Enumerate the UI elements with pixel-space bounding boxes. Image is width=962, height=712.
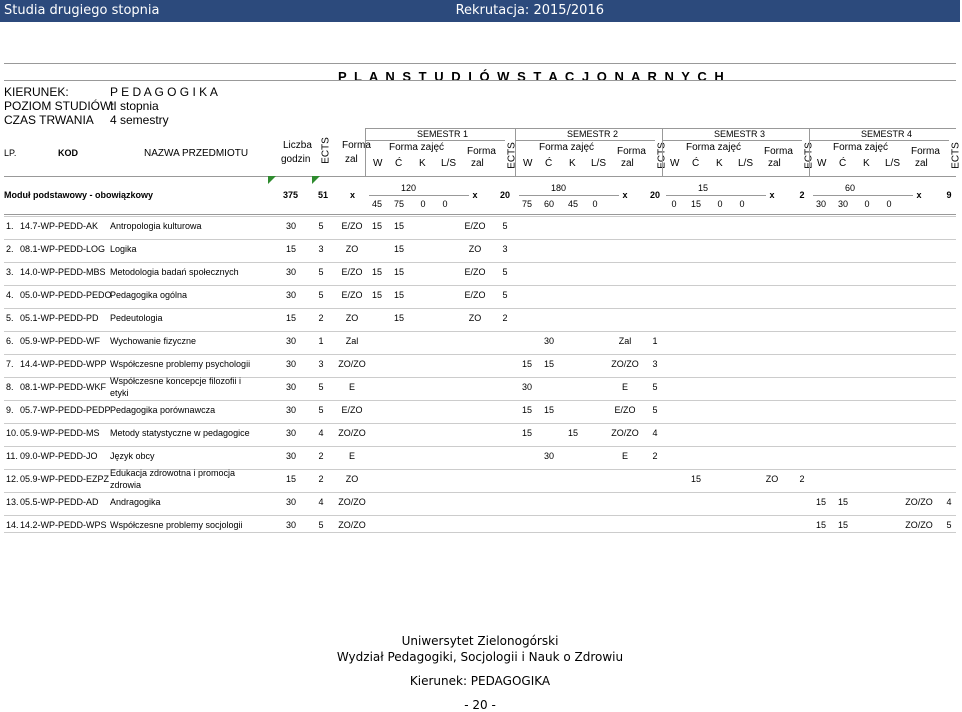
- green-marker-icon: [312, 176, 320, 184]
- row-lp: 13.: [6, 497, 19, 507]
- header-right-text: Rekrutacja: 2015/2016: [455, 3, 604, 18]
- grid-line: [662, 128, 663, 176]
- row-hours: 15: [285, 474, 297, 484]
- sub-col-c: Ć: [545, 158, 553, 169]
- sub-col-ls: L/S: [885, 158, 901, 169]
- semester-title: SEMESTR 2: [567, 129, 619, 139]
- forma-zajec-label: Forma zajęć: [686, 142, 742, 153]
- row-nazwa: Metodologia badań społecznych: [110, 267, 239, 277]
- row-sem-forma: E/ZO: [614, 405, 636, 415]
- grid-line: [4, 214, 956, 215]
- row-sem-c: 15: [543, 405, 555, 415]
- row-hours: 15: [285, 313, 297, 323]
- row-divider: [4, 492, 956, 493]
- row-sem-ects: 2: [652, 451, 658, 461]
- row-sem-c: 30: [543, 451, 555, 461]
- module-sem-forma: x: [769, 190, 775, 200]
- row-kod: 14.0-WP-PEDD-MBS: [20, 267, 106, 277]
- row-lp: 1.: [6, 221, 14, 231]
- row-ects: 5: [318, 267, 324, 277]
- row-sem-ects: 1: [652, 336, 658, 346]
- row-nazwa: Andragogika: [110, 497, 161, 507]
- row-nazwa: Współczesne problemy socjologii: [110, 520, 243, 530]
- page-header-bar: [0, 0, 960, 22]
- row-kod: 08.1-WP-PEDD-WKF: [20, 382, 107, 392]
- sub-col-w: W: [373, 158, 383, 169]
- forma-label: Forma: [764, 146, 793, 157]
- row-lp: 7.: [6, 359, 14, 369]
- footer-faculty: Wydział Pedagogiki, Socjologii i Nauk o Zdrowiu: [336, 650, 624, 664]
- row-hours: 30: [285, 405, 297, 415]
- module-sem-w: 30: [815, 199, 827, 209]
- row-nazwa: Wychowanie fizyczne: [110, 336, 196, 346]
- footer-university: Uniwersytet Zielonogórski: [401, 634, 559, 648]
- row-divider: [4, 262, 956, 263]
- sub-col-c: Ć: [692, 158, 700, 169]
- col-godzin: godzin: [281, 154, 311, 165]
- row-sem-c: 15: [543, 359, 555, 369]
- col-zal: zal: [345, 154, 358, 165]
- module-sem-total: 60: [845, 183, 856, 193]
- row-ects: 3: [318, 359, 324, 369]
- row-sem-w: 15: [371, 290, 383, 300]
- grid-line: [365, 140, 505, 141]
- module-sem-ls: 0: [592, 199, 598, 209]
- row-lp: 5.: [6, 313, 14, 323]
- row-sem-ects: 2: [799, 474, 805, 484]
- row-divider: [4, 216, 956, 217]
- row-forma: E/ZO: [341, 267, 363, 277]
- col-nazwa: NAZWA PRZEDMIOTU: [144, 148, 249, 159]
- row-kod: 05.9-WP-PEDD-MS: [20, 428, 100, 438]
- row-sem-forma: ZO/ZO: [611, 359, 639, 369]
- row-lp: 4.: [6, 290, 14, 300]
- row-nazwa: Pedeutologia: [110, 313, 163, 323]
- row-sem-ects: 5: [652, 405, 658, 415]
- sub-col-ls: L/S: [738, 158, 754, 169]
- row-sem-forma: Zal: [618, 336, 632, 346]
- footer-kierunek: Kierunek: PEDAGOGIKA: [409, 674, 551, 688]
- row-hours: 30: [285, 520, 297, 530]
- header-left-text: Studia drugiego stopnia: [4, 3, 160, 18]
- row-lp: 11.: [6, 451, 18, 461]
- semester-title: SEMESTR 1: [417, 129, 469, 139]
- row-sem-ects: 5: [652, 382, 658, 392]
- row-ects: 2: [318, 451, 324, 461]
- forma-zajec-label: Forma zajęć: [389, 142, 445, 153]
- row-divider: [4, 423, 956, 424]
- zal-label: zal: [621, 158, 634, 169]
- row-forma: ZO: [345, 313, 359, 323]
- row-lp: 8.: [6, 382, 14, 392]
- col-liczba: Liczba: [283, 140, 312, 151]
- module-sem-ects: 2: [799, 190, 805, 200]
- kierunek-label: KIERUNEK:: [4, 85, 69, 99]
- row-lp: 9.: [6, 405, 14, 415]
- row-sem-forma: ZO: [468, 244, 482, 254]
- grid-line: [662, 140, 802, 141]
- module-ects: 51: [318, 190, 329, 200]
- row-sem-forma: ZO: [765, 474, 779, 484]
- row-sem-ects: 5: [502, 290, 508, 300]
- row-kod: 08.1-WP-PEDD-LOG: [20, 244, 106, 254]
- row-lp: 3.: [6, 267, 14, 277]
- row-hours: 30: [285, 359, 297, 369]
- row-sem-c: 15: [393, 244, 405, 254]
- row-hours: 30: [285, 382, 297, 392]
- row-sem-ects: 4: [652, 428, 658, 438]
- grid-line: [365, 128, 366, 176]
- sub-col-w: W: [523, 158, 533, 169]
- row-kod: 05.9-WP-PEDD-EZPZ: [20, 474, 110, 484]
- row-ects: 4: [318, 428, 324, 438]
- row-hours: 15: [285, 244, 297, 254]
- module-sem-total: 15: [698, 183, 709, 193]
- module-sem-k: 0: [864, 199, 870, 209]
- module-sem-total: 180: [551, 183, 567, 193]
- row-sem-c: 15: [393, 267, 405, 277]
- row-nazwa: Pedagogika ogólna: [110, 290, 188, 300]
- forma-label: Forma: [617, 146, 646, 157]
- footer-page-number: - 20 -: [464, 698, 496, 712]
- module-sem-k: 0: [420, 199, 426, 209]
- row-forma: ZO/ZO: [338, 359, 366, 369]
- row-sem-forma: E/ZO: [464, 290, 486, 300]
- row-kod: 05.7-WP-PEDD-PEDP: [20, 405, 111, 415]
- row-divider: [4, 532, 956, 533]
- row-divider: [4, 331, 956, 332]
- grid-line: [519, 195, 619, 196]
- row-ects: 5: [318, 290, 324, 300]
- module-sem-ls: 0: [886, 199, 892, 209]
- row-sem-w: 15: [371, 267, 383, 277]
- row-hours: 30: [285, 290, 297, 300]
- row-sem-ects: 3: [652, 359, 658, 369]
- row-forma: ZO: [345, 244, 359, 254]
- row-sem-c: 15: [393, 290, 405, 300]
- row-divider: [4, 515, 956, 516]
- semester-ects-label: ECTS: [506, 142, 518, 169]
- grid-line: [666, 195, 766, 196]
- row-kod: 14.7-WP-PEDD-AK: [20, 221, 99, 231]
- sub-col-k: K: [716, 158, 723, 169]
- row-sem-forma: ZO/ZO: [905, 520, 933, 530]
- row-sem-ects: 5: [946, 520, 952, 530]
- module-sem-ls: 0: [442, 199, 448, 209]
- row-forma: E/ZO: [341, 290, 363, 300]
- grid-line: [809, 140, 949, 141]
- row-sem-c: 15: [837, 520, 849, 530]
- row-kod: 05.0-WP-PEDD-PEDO: [20, 290, 112, 300]
- sub-col-c: Ć: [839, 158, 847, 169]
- row-nazwa: Pedagogika porównawcza: [110, 405, 216, 415]
- col-lp: LP.: [4, 148, 17, 158]
- row-sem-forma: E: [621, 382, 629, 392]
- green-marker-icon: [268, 176, 276, 184]
- row-hours: 30: [285, 428, 297, 438]
- sub-col-ls: L/S: [441, 158, 457, 169]
- row-ects: 5: [318, 405, 324, 415]
- module-sem-w: 75: [521, 199, 533, 209]
- row-sem-w: 15: [521, 359, 533, 369]
- row-sem-w: 15: [815, 497, 827, 507]
- forma-zajec-label: Forma zajęć: [833, 142, 889, 153]
- row-forma: Zal: [345, 336, 359, 346]
- grid-line: [4, 63, 956, 64]
- module-sem-k: 45: [567, 199, 579, 209]
- row-sem-w: 15: [521, 405, 533, 415]
- row-divider: [4, 400, 956, 401]
- sub-col-k: K: [419, 158, 426, 169]
- zal-label: zal: [768, 158, 781, 169]
- row-ects: 1: [318, 336, 324, 346]
- row-forma: E: [348, 382, 356, 392]
- row-divider: [4, 354, 956, 355]
- row-sem-ects: 4: [946, 497, 952, 507]
- module-sem-ects: 20: [649, 190, 661, 200]
- row-kod: 05.9-WP-PEDD-WF: [20, 336, 101, 346]
- grid-line: [515, 140, 655, 141]
- row-nazwa: Język obcy: [110, 451, 155, 461]
- row-ects: 3: [318, 244, 324, 254]
- row-kod: 05.1-WP-PEDD-PD: [20, 313, 99, 323]
- row-ects: 2: [318, 474, 324, 484]
- module-sem-ls: 0: [739, 199, 745, 209]
- grid-line: [809, 128, 810, 176]
- forma-label: Forma: [911, 146, 940, 157]
- row-sem-forma: ZO/ZO: [611, 428, 639, 438]
- row-forma: ZO/ZO: [338, 428, 366, 438]
- row-nazwa: Metody statystyczne w pedagogice: [110, 428, 250, 438]
- row-nazwa: Współczesne koncepcje filozofii i etyki: [110, 376, 242, 398]
- row-sem-ects: 3: [502, 244, 508, 254]
- semester-ects-label: ECTS: [803, 142, 815, 169]
- grid-line: [813, 195, 913, 196]
- row-hours: 30: [285, 451, 297, 461]
- module-sem-forma: x: [472, 190, 478, 200]
- row-sem-w: 30: [521, 382, 533, 392]
- row-divider: [4, 239, 956, 240]
- row-ects: 4: [318, 497, 324, 507]
- module-sem-c: 30: [837, 199, 849, 209]
- row-lp: 12.: [6, 474, 19, 484]
- grid-line: [365, 128, 956, 129]
- module-label: Moduł podstawowy - obowiązkowy: [4, 190, 154, 200]
- grid-line: [4, 176, 956, 177]
- module-sem-ects: 20: [499, 190, 511, 200]
- module-sem-w: 45: [371, 199, 383, 209]
- row-lp: 10.: [6, 428, 19, 438]
- module-sem-k: 0: [717, 199, 723, 209]
- row-forma: ZO: [345, 474, 359, 484]
- row-ects: 5: [318, 382, 324, 392]
- module-sem-ects: 9: [946, 190, 952, 200]
- row-sem-forma: E/ZO: [464, 267, 486, 277]
- row-sem-w: 15: [521, 428, 533, 438]
- row-forma: ZO/ZO: [338, 497, 366, 507]
- col-ects: ECTS: [320, 137, 332, 164]
- poziom-value: II stopnia: [110, 99, 159, 113]
- row-kod: 09.0-WP-PEDD-JO: [20, 451, 98, 461]
- sub-col-w: W: [670, 158, 680, 169]
- module-sem-c: 15: [690, 199, 702, 209]
- zal-label: zal: [471, 158, 484, 169]
- row-sem-c: 15: [837, 497, 849, 507]
- row-forma: E/ZO: [341, 221, 363, 231]
- row-sem-forma: E/ZO: [464, 221, 486, 231]
- row-forma: E/ZO: [341, 405, 363, 415]
- row-sem-forma: ZO: [468, 313, 482, 323]
- module-sem-forma: x: [622, 190, 628, 200]
- module-sem-forma: x: [916, 190, 922, 200]
- row-sem-c: 15: [393, 221, 405, 231]
- row-hours: 30: [285, 336, 297, 346]
- row-sem-c: 15: [690, 474, 702, 484]
- plan-title: P L A N S T U D I Ó W S T A C J O N A R N Y C H: [338, 69, 726, 84]
- sub-col-k: K: [569, 158, 576, 169]
- row-forma: E: [348, 451, 356, 461]
- row-sem-w: 15: [371, 221, 383, 231]
- row-ects: 5: [318, 520, 324, 530]
- module-sem-c: 75: [393, 199, 405, 209]
- module-hours: 375: [283, 190, 299, 200]
- col-forma: Forma: [342, 140, 371, 151]
- grid-line: [4, 80, 956, 81]
- row-nazwa: Edukacja zdrowotna i promocja zdrowia: [110, 468, 236, 490]
- row-divider: [4, 308, 956, 309]
- row-sem-forma: E: [621, 451, 629, 461]
- row-kod: 14.4-WP-PEDD-WPP: [20, 359, 107, 369]
- row-hours: 30: [285, 221, 297, 231]
- row-lp: 14.: [6, 520, 19, 530]
- row-kod: 14.2-WP-PEDD-WPS: [20, 520, 107, 530]
- kierunek-value: P E D A G O G I K A: [110, 85, 218, 99]
- row-sem-c: 15: [393, 313, 405, 323]
- czas-value: 4 semestry: [110, 113, 169, 127]
- module-sem-w: 0: [671, 199, 677, 209]
- row-sem-k: 15: [567, 428, 579, 438]
- row-nazwa: Antropologia kulturowa: [110, 221, 202, 231]
- row-hours: 30: [285, 267, 297, 277]
- grid-line: [369, 195, 469, 196]
- row-divider: [4, 446, 956, 447]
- semester-ects-label: ECTS: [950, 142, 962, 169]
- row-ects: 5: [318, 221, 324, 231]
- module-sem-total: 120: [401, 183, 417, 193]
- row-sem-ects: 2: [502, 313, 508, 323]
- module-forma: x: [350, 190, 356, 200]
- semester-title: SEMESTR 4: [861, 129, 913, 139]
- semester-ects-label: ECTS: [656, 142, 668, 169]
- row-nazwa: Współczesne problemy psychologii: [110, 359, 251, 369]
- zal-label: zal: [915, 158, 928, 169]
- row-sem-c: 30: [543, 336, 555, 346]
- row-sem-w: 15: [815, 520, 827, 530]
- czas-label: CZAS TRWANIA: [4, 113, 94, 127]
- sub-col-w: W: [817, 158, 827, 169]
- forma-zajec-label: Forma zajęć: [539, 142, 595, 153]
- row-sem-ects: 5: [502, 267, 508, 277]
- semester-title: SEMESTR 3: [714, 129, 766, 139]
- sub-col-ls: L/S: [591, 158, 607, 169]
- row-ects: 2: [318, 313, 324, 323]
- row-hours: 30: [285, 497, 297, 507]
- row-nazwa: Logika: [110, 244, 137, 254]
- grid-line: [515, 128, 516, 176]
- row-sem-forma: ZO/ZO: [905, 497, 933, 507]
- sub-col-c: Ć: [395, 158, 403, 169]
- row-divider: [4, 285, 956, 286]
- row-lp: 6.: [6, 336, 14, 346]
- row-forma: ZO/ZO: [338, 520, 366, 530]
- col-kod: KOD: [58, 148, 78, 158]
- forma-label: Forma: [467, 146, 496, 157]
- row-sem-ects: 5: [502, 221, 508, 231]
- row-kod: 05.5-WP-PEDD-AD: [20, 497, 99, 507]
- sub-col-k: K: [863, 158, 870, 169]
- module-sem-c: 60: [543, 199, 555, 209]
- poziom-label: POZIOM STUDIÓW:: [4, 99, 115, 113]
- row-lp: 2.: [6, 244, 14, 254]
